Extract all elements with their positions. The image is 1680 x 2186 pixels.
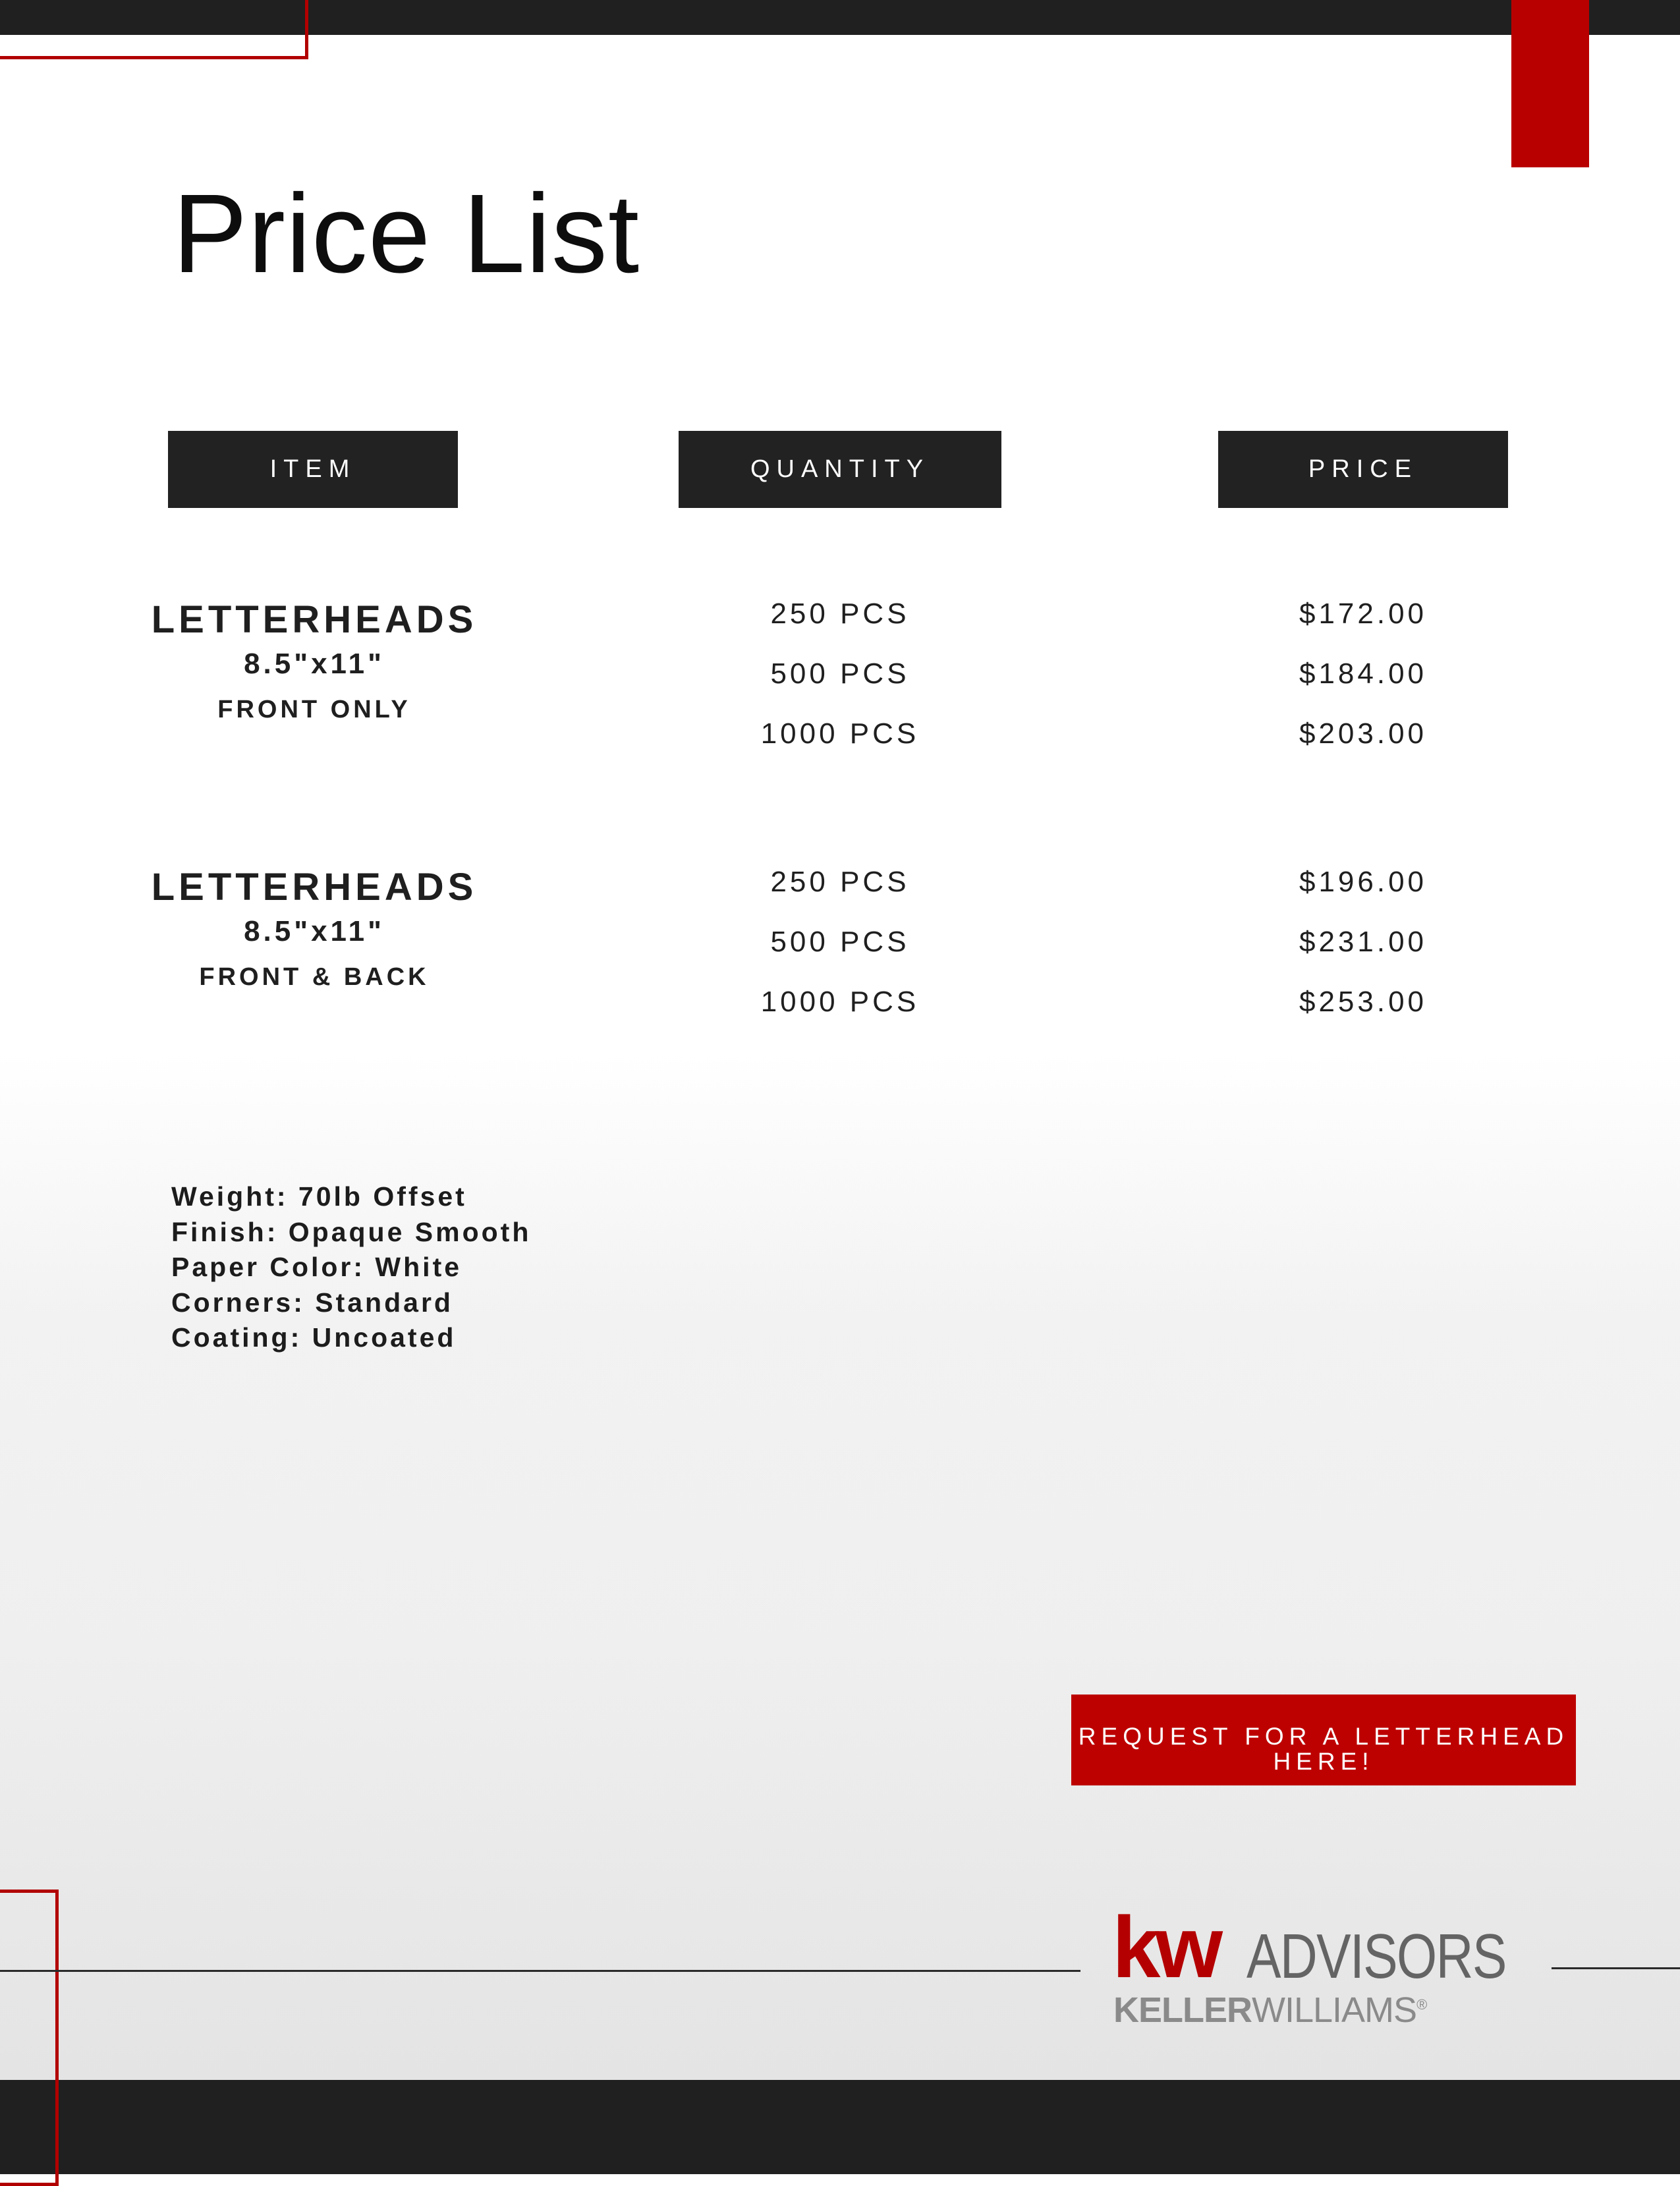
quantity-value: 250 PCS [770,866,910,898]
header-item: ITEM [168,431,458,508]
price-value: $253.00 [1299,986,1428,1018]
price-list-front-and-back [1218,868,1508,1048]
header-price: PRICE [1218,431,1508,508]
item-size: 8.5"x11" [244,915,385,947]
logo-advisors-word: ADVISORS [1246,1921,1506,1992]
bottom-bar [0,2080,1680,2174]
spec-coating: Coating: Uncoated [171,1322,457,1353]
logo-kw-mark: kw [1112,1899,1218,1996]
page-title: Price List [173,171,640,296]
price-value: $172.00 [1299,598,1428,630]
cta-line-2: HERE! [1273,1748,1374,1775]
kw-advisors-logo [1107,1899,1535,2036]
spec-list [171,1179,531,1356]
price-list-front-only [1218,600,1508,779]
quantity-value: 1000 PCS [760,717,920,750]
quantity-value: 1000 PCS [760,986,920,1018]
item-size: 8.5"x11" [244,648,385,680]
price-value: $203.00 [1299,717,1428,750]
quantity-value: 500 PCS [770,926,910,958]
spec-corners: Corners: Standard [171,1287,453,1318]
item-name: LETTERHEADS [151,598,478,641]
top-left-frame [0,0,308,59]
header-quantity: QUANTITY [679,431,1001,508]
price-value: $196.00 [1299,866,1428,898]
footer-rule-left [0,1970,1080,1972]
quantity-value: 500 PCS [770,658,910,690]
price-value: $231.00 [1299,926,1428,958]
spec-weight: Weight: 70lb Offset [171,1181,467,1212]
item-front-and-back [117,868,512,990]
item-sides: FRONT ONLY [217,696,411,723]
request-letterhead-button[interactable] [1071,1695,1576,1785]
spec-paper-color: Paper Color: White [171,1252,462,1282]
quantity-value: 250 PCS [770,598,910,630]
item-front-only [117,598,512,723]
price-value: $184.00 [1299,658,1428,690]
item-name: LETTERHEADS [151,866,478,909]
footer-rule-right [1552,1967,1680,1969]
quantity-list-front-and-back [679,868,1001,1048]
cta-line-1: REQUEST FOR A LETTERHEAD [1078,1723,1569,1750]
spec-finish: Finish: Opaque Smooth [171,1216,532,1247]
logo-keller-williams: KELLERWILLIAMS® [1113,1990,1427,2030]
bottom-left-frame [0,1890,59,2186]
item-sides: FRONT & BACK [199,963,430,991]
top-right-accent-block [1511,0,1589,167]
quantity-list-front-only [679,600,1001,779]
